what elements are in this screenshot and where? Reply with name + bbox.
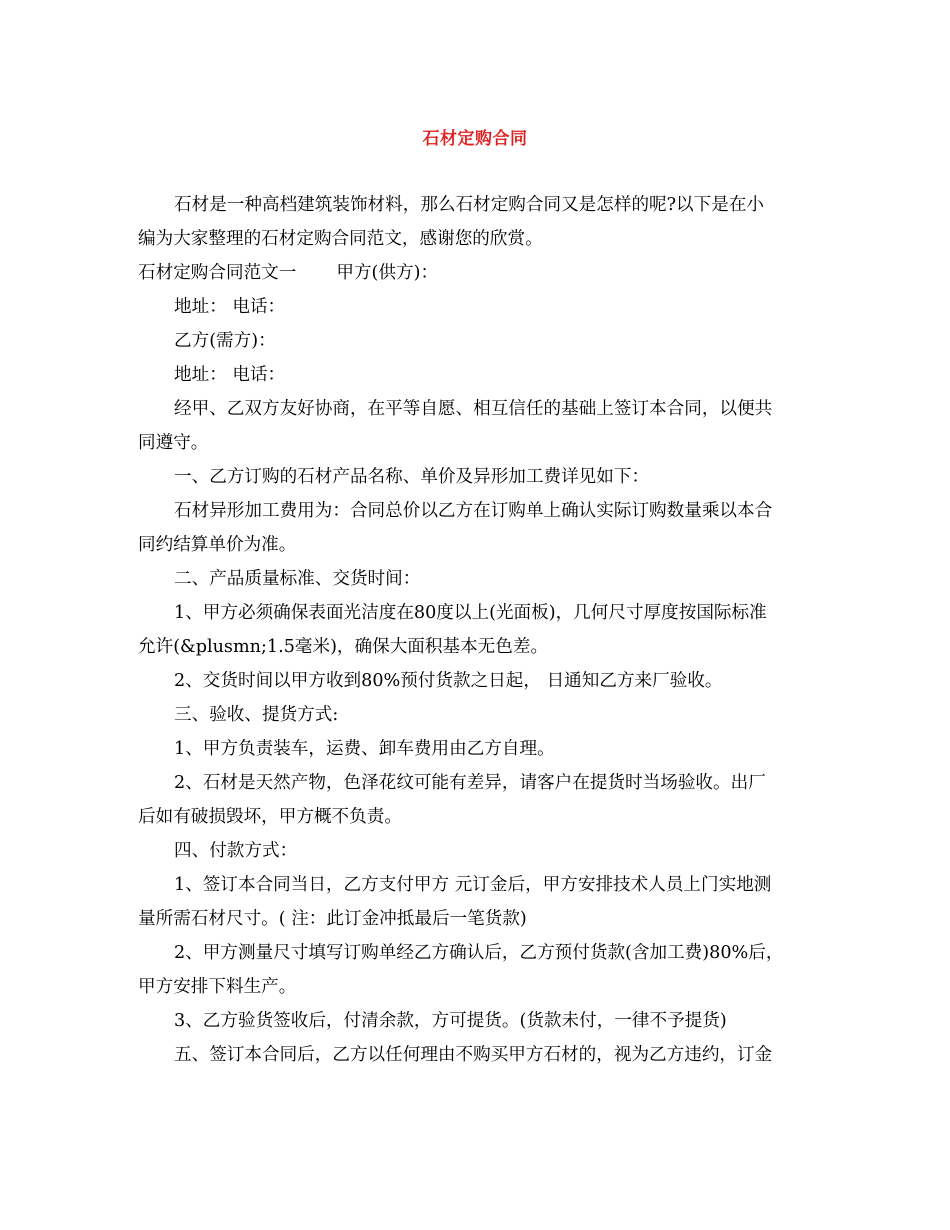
paragraph-line: 2、交货时间以甲方收到80%预付货款之日起， 日通知乙方来厂验收。 [174, 671, 723, 691]
paragraph-line: 石材是一种高档建筑装饰材料，那么石材定购合同又是怎样的呢?以下是在小 [174, 195, 765, 215]
paragraph-line: 经甲、乙双方友好协商，在平等自愿、相互信任的基础上签订本合同，以便共 [174, 399, 773, 419]
party-a-label: 甲方(供方)： [336, 263, 439, 283]
paragraph-line: 石材异形加工费用为：合同总价以乙方在订购单上确认实际订购数量乘以本合 [174, 501, 773, 521]
document-body [138, 188, 814, 1072]
paragraph-line: 一、乙方订购的石材产品名称、单价及异形加工费详见如下： [174, 467, 650, 487]
paragraph-line: 同遵守。 [138, 433, 209, 453]
paragraph-line: 五、签订本合同后，乙方以任何理由不购买甲方石材的，视为乙方违约，订金 [174, 1045, 773, 1065]
paragraph-line: 二、产品质量标准、交货时间： [174, 569, 421, 589]
paragraph-line: 地址： 电话： [174, 297, 286, 317]
sample-heading: 石材定购合同范文一 [138, 263, 297, 283]
paragraph-line: 1、签订本合同当日，乙方支付甲方 元订金后，甲方安排技术人员上门实地测 [174, 875, 772, 895]
paragraph-line: 甲方安排下料生产。 [138, 977, 297, 997]
paragraph-line: 后如有破损毁坏，甲方概不负责。 [138, 807, 402, 827]
paragraph-line: 1、甲方必须确保表面光洁度在80度以上(光面板)，几何尺寸厚度按国际标准 [174, 603, 767, 623]
paragraph-line: 编为大家整理的石材定购合同范文，感谢您的欣赏。 [138, 229, 543, 249]
paragraph-line: 允许(&plusmn;1.5毫米)，确保大面积基本无色差。 [138, 637, 549, 657]
paragraph-line: 2、石材是天然产物，色泽花纹可能有差异，请客户在提货时当场验收。出厂 [174, 773, 766, 793]
paragraph-line [138, 256, 814, 290]
paragraph-line: 地址： 电话： [174, 365, 286, 385]
paragraph-line: 量所需石材尺寸。( 注：此订金冲抵最后一笔货款) [138, 909, 527, 929]
paragraph-line: 四、付款方式： [174, 841, 298, 861]
paragraph-line: 1、甲方负责装车，运费、卸车费用由乙方自理。 [174, 739, 555, 759]
paragraph-line: 2、甲方测量尺寸填写订购单经乙方确认后，乙方预付货款(含加工费)80%后， [174, 943, 784, 963]
paragraph-line: 乙方(需方)： [174, 331, 276, 351]
paragraph-line: 同约结算单价为准。 [138, 535, 297, 555]
paragraph-line: 三、验收、提货方式: [174, 705, 339, 725]
document-title: 石材定购合同 [422, 129, 528, 149]
paragraph-line: 3、乙方验货签收后，付清余款，方可提货。(货款未付，一律不予提货) [174, 1011, 727, 1031]
